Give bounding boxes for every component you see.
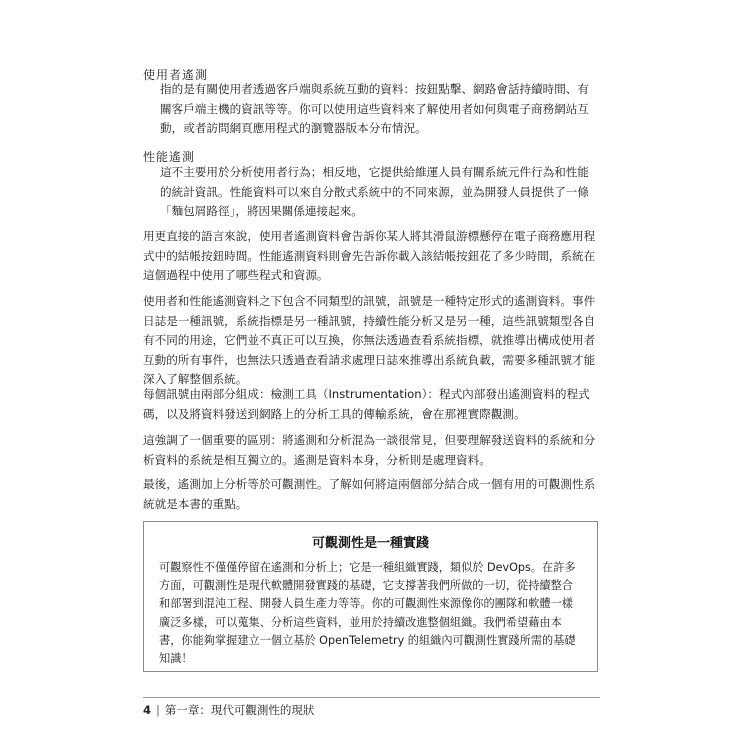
page-number: 4	[143, 703, 152, 717]
user-telemetry-description: 指的是有關使用者透過客戶端與系統互動的資料：按鈕點擊、網路會話持續時間、有關客戶端主機的資訊等等。你可以使用這些資料來了解使用者如何與電子商務網站互動，或者訪問網頁應用程式的瀏覽器版本分布情況。	[160, 82, 589, 135]
chapter-title: 第一章：現代可觀測性的現狀	[164, 703, 315, 717]
footer-divider	[143, 697, 600, 698]
sidebar-title: 可觀測性是一種實踐	[311, 536, 429, 551]
section-heading-performance-telemetry: 性能遙測	[143, 150, 196, 164]
paragraph-conclusion: 最後，遙測加上分析等於可觀測性。了解如何將這兩個部分結合成一個有用的可觀測性系統就是本書的重點。	[143, 477, 596, 511]
paragraph-signal-components: 每個訊號由兩部分組成：檢測工具（Instrumentation）：程式內部發出遙測資料的程式碼，以及將資料發送到網路上的分析工具的傳輸系統，會在那裡實際觀測。	[143, 387, 590, 421]
section-heading-user-telemetry: 使用者遙測	[143, 68, 209, 82]
paragraph-signal-types: 使用者和性能遙測資料之下包含不同類型的訊號，訊號是一種特定形式的遙測資料。事件日誌是一種訊號，系統指標是另一種訊號，持續性能分析又是另一種，這些訊號類型各自有不同的用途，它們並不真正可以互換，你無法透過查看系統指標，就推導出構成使用者互動的所有事件，也無法只透過查看請求處理日誌來推導出系統負載，需要多種訊號才能深入了解整個系統。	[143, 294, 596, 386]
page-footer	[143, 702, 314, 718]
sidebar-body: 可觀察性不僅僅停留在遙測和分析上；它是一種組織實踐，類似於 DevOps。在許多方面，可觀測性是現代軟體開發實踐的基礎，它支撐著我們所做的一切，從持續整合和部署到混沌工程、開發人員生產力等等。你的可觀測性來源像你的團隊和軟體一樣廣泛多樣，可以蒐集、分析這些資料，並用於持續改進整個組織。我們希望藉由本書，你能夠掌握建立一個立基於 OpenTelemetry 的組織內可觀測性實踐所需的基礎知識！	[159, 561, 576, 666]
performance-telemetry-description: 這不主要用於分析使用者行為；相反地，它提供給維運人員有關系統元件行為和性能的統計資訊。性能資料可以來自分散式系統中的不同來源，並為開發人員提供了一條「麵包屑路徑」，將因果關係連接起來。	[160, 165, 589, 218]
paragraph-distinction: 這強調了一個重要的區別：將遙測和分析混為一談很常見，但要理解發送資料的系統和分析資料的系統是相互獨立的。遙測是資料本身，分析則是處理資料。	[143, 433, 596, 467]
sidebar-box	[143, 521, 598, 672]
paragraph-direct-language: 用更直接的語言來說，使用者遙測資料會告訴你某人將其滑鼠游標懸停在電子商務應用程式中的結帳按鈕時間。性能遙測資料則會先告訴你載入該結帳按鈕花了多少時間，系統在這個過程中使用了哪些程式和資源。	[143, 229, 596, 282]
footer-separator: |	[156, 703, 160, 717]
